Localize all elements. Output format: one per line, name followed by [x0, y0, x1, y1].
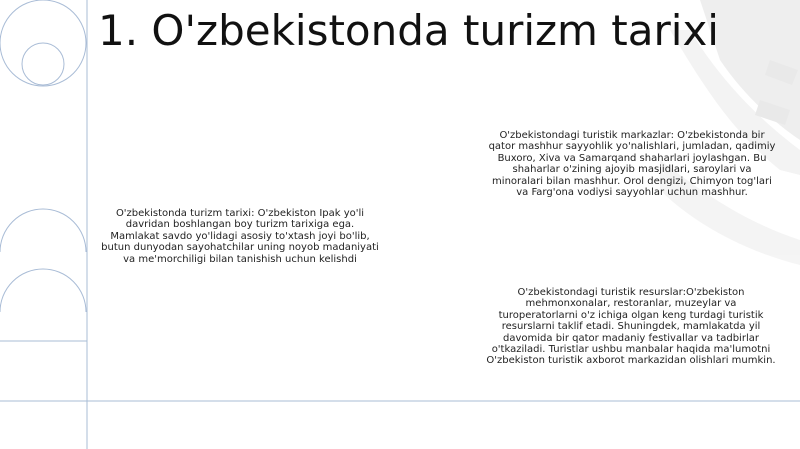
history-paragraph: O'zbekistonda turizm tarixi: O'zbekiston Ipak yo'li davridan boshlangan boy turizm tarixiga ega. Mamlakat savdo yo'lidagi asosiy to'xtash joyi bo'lib, butun dunyodan sayohatchilar uning noyob madaniyati va me'morchiligi bilan tanishish uchun kelishdi	[101, 208, 379, 265]
tourist-centers-paragraph: O'zbekistondagi turistik markazlar: O'zbekistonda bir qator mashhur sayyohlik yo'nalishlari, jumladan, qadimiy Buxoro, Xiva va Samarqand shaharlari joylashgan. Bu shaharlar o'zining ajoyib masjidlari, saroylari va minoralari bilan mashhur. Orol dengizi, Chimyon tog'lari va Farg'ona vodiysi sayyohlar uchun mashhur.	[488, 130, 776, 199]
tourist-resources-paragraph: O'zbekistondagi turistik resurslar:O'zbekiston mehmonxonalar, restoranlar, muzeylar va turoperatorlarni o'z ichiga olgan keng turdagi turistik resurslarni taklif etadi. Shuningdek, mamlakatda yil davomida bir qator madaniy festivallar va tadbirlar o'tkaziladi. Turistlar ushbu manbalar haqida ma'lumotni O'zbekiston turistik axborot markazidan olishlari mumkin.	[486, 287, 776, 367]
slide-title: 1. O'zbekistonda turizm tarixi	[98, 6, 719, 55]
